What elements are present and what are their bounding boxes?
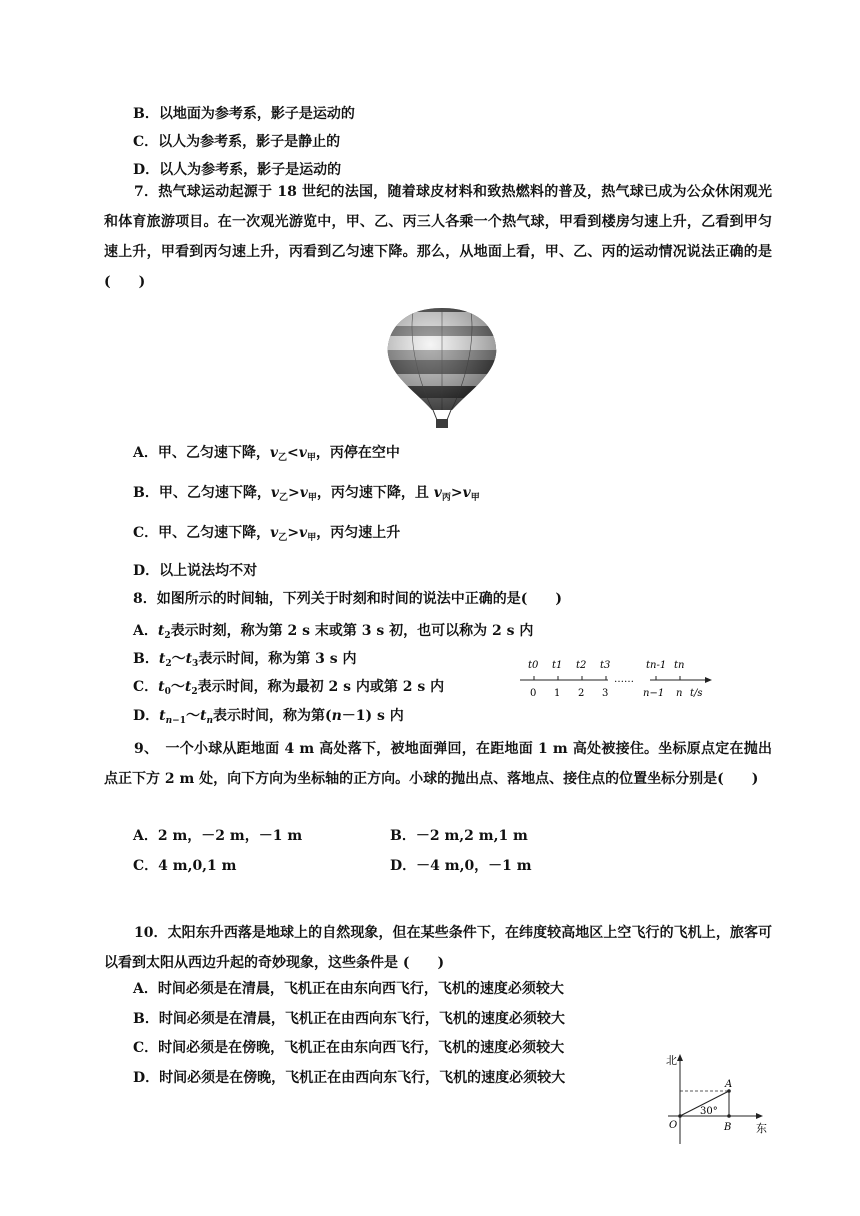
origin-label: O [669,1120,678,1131]
q10-option-a: A．时间必须是在清晨，飞机正在由东向西飞行，飞机的速度必须较大 [133,981,564,997]
subscript-jia: 甲 [470,493,480,503]
timeline-axis-unit: t/s [690,688,703,699]
timeline-top-label: tn-1 [646,660,667,671]
subscript-jia: 甲 [306,453,316,463]
q10-option-c: C．时间必须是在傍晚，飞机正在由东向西飞行，飞机的速度必须较大 [133,1040,565,1056]
timeline-top-label: tn [674,660,685,671]
hot-air-balloon-image [384,306,500,430]
velocity-symbol: v [433,485,442,501]
q7-option-a [133,443,400,468]
q7-option-b [133,483,480,508]
q9-option-c: C．4 m,0,1 m [133,858,237,874]
timeline-bottom-label: 1 [554,688,561,699]
subscript-yi: 乙 [278,533,288,543]
q6-option-c: C．以人为参考系，影子是静止的 [133,134,341,150]
q8-option-d-tail: －1) s 内 [341,708,404,724]
subscript-jia: 甲 [307,533,317,543]
subscript-yi: 乙 [278,453,288,463]
q6-option-b: B．以地面为参考系，影子是运动的 [133,106,355,122]
q8-option-c-text: 表示时间，称为最初 2 s 内或第 2 s 内 [197,679,445,695]
point-a-label: A [725,1079,733,1090]
timeline-bottom-label: 0 [530,688,537,699]
velocity-symbol: v [298,445,307,461]
q7-option-c-text: C．甲、乙匀速下降， [133,525,271,541]
subscript-bing: 丙 [441,493,451,503]
north-label: 北 [666,1054,677,1067]
relation-sign: < [287,445,299,461]
point-b-label: B [724,1122,732,1133]
q8-option-b-text: 表示时间，称为第 3 s 内 [198,651,357,667]
velocity-symbol: v [299,485,308,501]
timeline-bottom-label: n−1 [643,688,665,699]
q9-option-d: D．－4 m,0，－1 m [390,858,532,874]
q7-option-a-text: A．甲、乙匀速下降， [133,445,270,461]
q9-stem: 9、 一个小球从距地面 4 m 高处落下，被地面弹回，在距地面 1 m 高处被接住。坐标原点定在抛出点正下方 2 m 处，向下方向为坐标轴的正方向。小球的抛出点、落地点、接住点的位置坐标分别是( ) [104,741,772,787]
timeline-bottom-label: n [676,688,683,699]
timeline-top-label: t3 [600,660,611,671]
velocity-symbol: v [269,445,279,461]
coordinate-diagram [662,1050,774,1150]
relation-sign: > [450,485,463,501]
q7-option-a-tail: ，丙停在空中 [315,445,400,461]
subscript-yi: 乙 [278,493,288,503]
q7-option-d: D．以上说法均不对 [133,563,258,579]
q6-option-d: D．以人为参考系，影子是运动的 [133,162,342,178]
q7-option-b-mid: ，丙匀速下降，且 [316,485,434,501]
q10-option-d: D．时间必须是在傍晚，飞机正在由西向东飞行，飞机的速度必须较大 [133,1070,566,1086]
q9-option-b: B．－2 m,2 m,1 m [390,828,528,844]
timeline-bottom-label: 2 [578,688,585,699]
q7-option-c [133,523,400,548]
velocity-symbol: v [462,485,471,501]
q7-option-b-text: B．甲、乙匀速下降， [133,485,271,501]
q10-option-b: B．时间必须是在清晨，飞机正在由西向东飞行，飞机的速度必须较大 [133,1011,565,1027]
q8-option-d-text: 表示时间，称为第( [212,708,332,724]
timeline-axis-figure [516,654,716,700]
angle-label: 30° [700,1106,718,1117]
q8-option-c: C．$t_0\sim t_2$表示时间，称为最初 2 s 内或第 2 s 内 [133,679,445,697]
velocity-symbol: v [270,525,279,541]
q9-option-a: A．2 m，－2 m，－1 m [133,828,303,844]
east-label: 东 [756,1122,767,1135]
velocity-symbol: v [270,485,279,501]
q7-stem: 7．热气球运动起源于 18 世纪的法国，随着球皮材料和致热燃料的普及，热气球已成为公众休闲观光和体育旅游项目。在一次观光游览中，甲、乙、丙三人各乘一个热气球，甲看到楼房匀速上升，乙看到甲匀速上升，甲看到丙匀速上升，丙看到乙匀速下降。那么，从地面上看，甲、乙、丙的运动情况说法正确的是( ) [104,184,772,290]
relation-sign: > [287,525,300,541]
q8-option-d: D．$t_{n-1}\sim t_n$表示时间，称为第(n－1) s 内 [133,708,404,726]
q7-option-c-tail: ，丙匀速上升 [316,525,401,541]
velocity-symbol: v [299,525,308,541]
timeline-ellipsis: …… [614,674,634,685]
relation-sign: > [288,485,300,501]
timeline-bottom-label: 3 [602,688,609,699]
q8-option-a: A．$t_2$表示时刻，称为第 2 s 末或第 3 s 初，也可以称为 2 s 内 [133,623,534,641]
q8-stem: 8．如图所示的时间轴，下列关于时刻和时间的说法中正确的是( ) [133,591,562,607]
q8-option-b: B．$t_2\sim t_3$表示时间，称为第 3 s 内 [133,651,357,669]
timeline-top-label: t2 [576,660,587,671]
subscript-jia: 甲 [307,493,317,503]
q10-stem: 10．太阳东升西落是地球上的自然现象，但在某些条件下，在纬度较高地区上空飞行的飞机上，旅客可以看到太阳从西边升起的奇妙现象，这些条件是 ( ) [104,925,772,971]
q8-option-a-text: 表示时刻，称为第 2 s 末或第 3 s 初，也可以称为 2 s 内 [170,623,534,639]
timeline-top-label: t0 [528,660,539,671]
timeline-top-label: t1 [552,660,563,671]
